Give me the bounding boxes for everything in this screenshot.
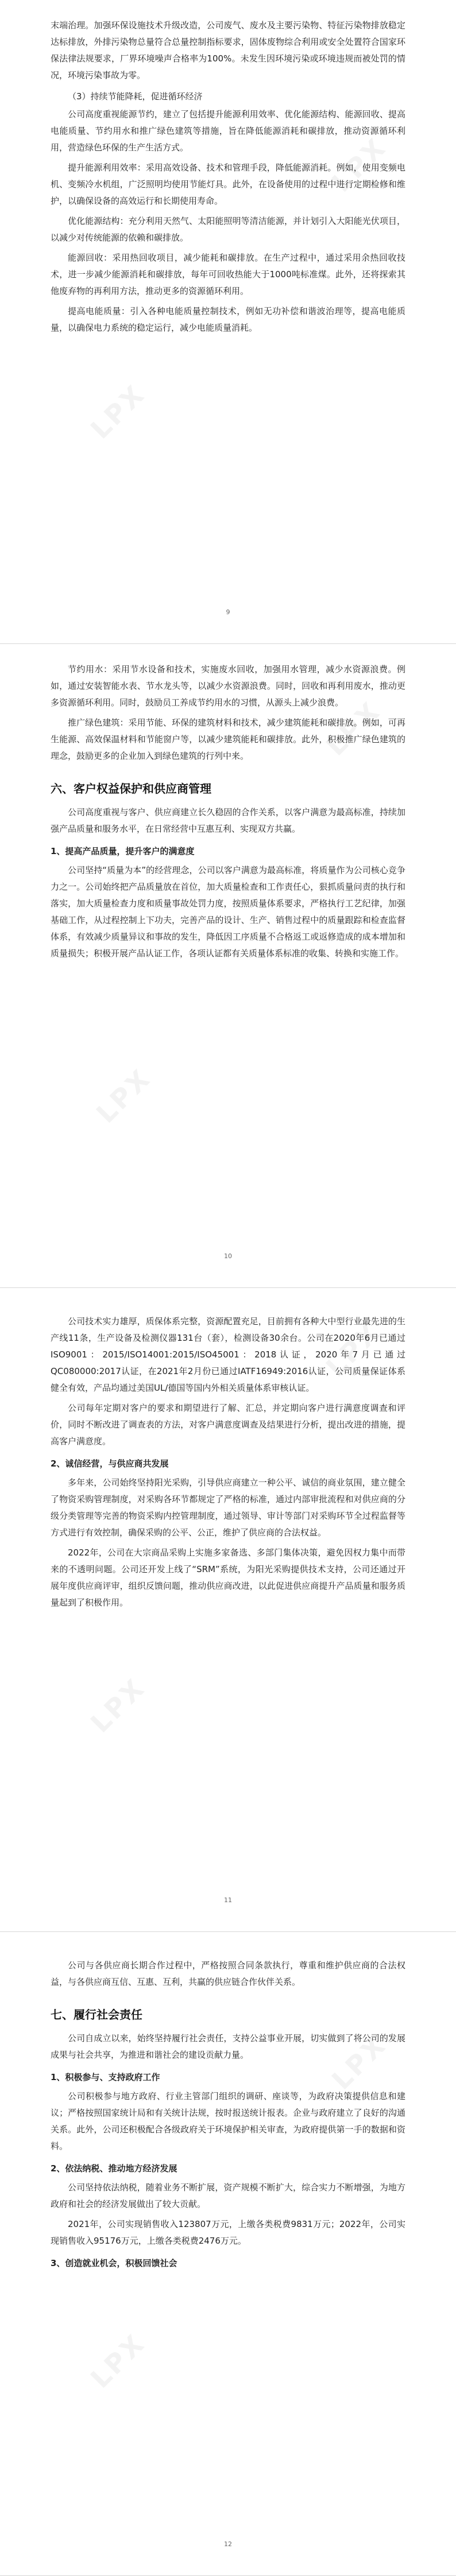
body-paragraph: 节约用水：采用节水设备和技术，实施废水回收，加强用水管理，减少水资源浪费。例如，通过安装智能水表、节水龙头等，以减少水资源浪费。同时，回收和再利用废水，推动更多资源循环利用。同时，鼓励员工养成节约用水的习惯，从源头上减少浪费。 xyxy=(51,664,405,708)
body-paragraph: 公司高度重视与客户、供应商建立长久稳固的合作关系，以客户满意为最高标准，持续加强产品质量和服务水平，在日常经营中互惠互利、实现双方共赢。 xyxy=(51,807,405,834)
document-page xyxy=(0,1932,456,2576)
subsection-heading: 2、诚信经营，与供应商共发展 xyxy=(51,1458,169,1469)
body-paragraph: 能源回收：采用热回收项目，减少能耗和碳排放。在生产过程中，通过采用余热回收技术，进一步减少能源消耗和碳排放，每年可回收热能大于1000吨标准煤。此外，还将探索其他废弃物的再利用方法，推动更多的资源循环利用。 xyxy=(51,253,405,296)
page-content xyxy=(51,1957,405,2274)
page-content xyxy=(51,1313,405,1615)
document-page xyxy=(0,644,456,1288)
subsection-heading: 2、依法纳税、推动地方经济发展 xyxy=(51,2163,177,2174)
body-paragraph: 2022年，公司在大宗商品采购上实施多家备选、多部门集体决策，避免因权力集中而带来的不透明问题。公司还开发上线了“SRM”系统，为阳光采购提供技术支持，公司还通过开展年度供应商评审，组织反馈问题，推动供应商改进，以此促进供应商提升产品质量和服务质量起到了积极作用。 xyxy=(51,1547,405,1608)
subsection-item-heading: （3）持续节能降耗，促进循环经济 xyxy=(68,91,203,102)
body-paragraph: 2021年，公司实现销售收入123807万元，上缴各类税费9831万元；2022年，公司实现销售收入95176万元，上缴各类税费2476万元。 xyxy=(51,2219,405,2246)
body-paragraph: 优化能源结构：充分利用天然气、太阳能照明等清洁能源，并计划引入大阳能光伏项目，以减少对传统能源的依赖和碳排放。 xyxy=(51,216,405,243)
watermark xyxy=(84,2327,151,2394)
page-content xyxy=(51,17,405,340)
body-paragraph: 公司与各供应商长期合作过程中，严格按照合同条款执行，尊重和维护供应商的合法权益，与各供应商互信、互惠、互利，共赢的供应链合作伙伴关系。 xyxy=(51,1960,405,1987)
page-content xyxy=(51,661,405,965)
body-paragraph: 公司自成立以来，始终坚持履行社会责任，支持公益事业开展，切实做到了将公司的发展成果与社会共享，为推进和谐社会的建设贡献力量。 xyxy=(51,2033,405,2060)
subsection-heading: 1、提高产品质量，提升客户的满意度 xyxy=(51,846,195,856)
body-paragraph: 公司积极参与地方政府、行业主管部门组织的调研、座谈等，为政府决策提供信息和建议；严格按照国家统计局和有关统计法规，按时报送统计报表。企业与政府建立了良好的沟通关系。此外，公司还积极配合各级政府关于环境保护相关审查，为政府提供第一手的数据和资料。 xyxy=(51,2091,405,2151)
watermark xyxy=(84,378,151,445)
watermark xyxy=(90,1062,157,1129)
document-page xyxy=(0,0,456,644)
body-paragraph: 提高电能质量：引入各种电能质量控制技术，例如无功补偿和谐波治理等，提高电能质量，以确保电力系统的稳定运行，减少电能质量消耗。 xyxy=(51,306,405,333)
subsection-heading: 1、积极参与、支持政府工作 xyxy=(51,2072,160,2082)
body-paragraph: 公司技术实力雄厚，质保体系完整，资源配置充足，目前拥有各种大中型行业最先进的生产线11条，生产设备及检测仪器131台（套），检测设备30余台。公司在2020年6月已通过ISO9001：2015/ISO14001:2015/ISO45001：2018认证，2020年7月已通过QC080000:2017认证，在2021年2月份已通过IATF16949:2016认证，公司质量保证体系健全有效，产品均通过美国UL/德国等国内外相关质量体系审核认证。 xyxy=(51,1316,405,1393)
body-paragraph: 公司坚持“质量为本”的经营理念，公司以客户满意为最高标准，将质量作为公司核心竞争力之一。公司始终把产品质量放在首位，加大质量检查和工作责任心，狠抓质量问责的执行和落实，加大质量检查力度和质量事故处罚力度，按照质量体系要求，严格执行工艺纪律，加强基础工作，从过程控制上下功夫，完善产品的设计、生产、销售过程中的质量跟踪和检查监督体系，有效减少质量异议和事故的发生，降低因工序质量不合格返工或返修造成的成本增加和质量损失；积极开展产品认证工作，各项认证都有关质量体系标准的收集、转换和实施工作。 xyxy=(51,865,405,959)
body-paragraph: 提升能源利用效率：采用高效设备、技术和管理手段，降低能源消耗。例如，使用变频电机、变频冷水机组，广泛照明均使用节能灯具。此外，在设备使用的过程中进行定期检修和维护，以确保设备的高效运行和长期使用寿命。 xyxy=(51,162,405,206)
page-number: 12 xyxy=(224,2540,232,2548)
body-paragraph: 推广绿色建筑：采用节能、环保的建筑材料和技术，减少建筑能耗和碳排放。例如，可再生能源、高效保温材料和节能窗户等，以减少建筑能耗和碳排放。此外，积极推广绿色建筑的理念，鼓励更多的企业加入到绿色建筑的行列中来。 xyxy=(51,717,405,761)
subsection-heading: 3、创造就业机会，积极回馈社会 xyxy=(51,2258,177,2268)
page-number: 9 xyxy=(226,608,230,616)
page-number: 11 xyxy=(224,1896,232,1904)
body-paragraph: 末端治理。加强环保设施技术升级改造，公司废气、废水及主要污染物、特征污染物排放稳定达标排放，外排污染物总量符合总量控制指标要求，固体废物综合利用或安全处置符合国家环保法律法规要求，厂界环境噪声合格率为100%。未发生因环境污染或环境违规而被处罚的情况，环境污染事故为零。 xyxy=(51,20,405,80)
body-paragraph: 公司高度重视能源节约，建立了包括提升能源利用效率、优化能源结构、能源回收、提高电能质量、节约用水和推广绿色建筑等措施，旨在降低能源消耗和碳排放，推动资源循环利用，营造绿色环保的生产生活方式。 xyxy=(51,109,405,153)
body-paragraph: 公司每年定期对客户的要求和期望进行了解、汇总，并定期向客户进行满意度调查和评价，同时不断改进了调查表的方法，对客户满意度调查及结果进行分析，提出改进的措施，提高客户满意度。 xyxy=(51,1403,405,1446)
body-paragraph: 公司坚持依法纳税，随着业务不断扩展，资产规模不断扩大，综合实力不断增强，为地方政府和社会的经济发展做出了较大贡献。 xyxy=(51,2182,405,2209)
page-number: 10 xyxy=(224,1252,232,1260)
document-page xyxy=(0,1288,456,1932)
body-paragraph: 多年来，公司始终坚持阳光采购，引导供应商建立一种公平、诚信的商业氛围，建立健全了物资采购管理制度，对采购各环节都规定了严格的标准，通过内部审批流程和对供应商的分级分类管理等完善的物资采购内控管理制度，通过领导、审计等部门对采购环节全过程监督等方式进行有效控制，确保采购的公平、公正，维护了供应商的合法权益。 xyxy=(51,1477,405,1538)
section-heading: 六、客户权益保护和供应商管理 xyxy=(51,782,211,796)
section-heading: 七、履行社会责任 xyxy=(51,2008,142,2022)
watermark xyxy=(84,1672,151,1739)
